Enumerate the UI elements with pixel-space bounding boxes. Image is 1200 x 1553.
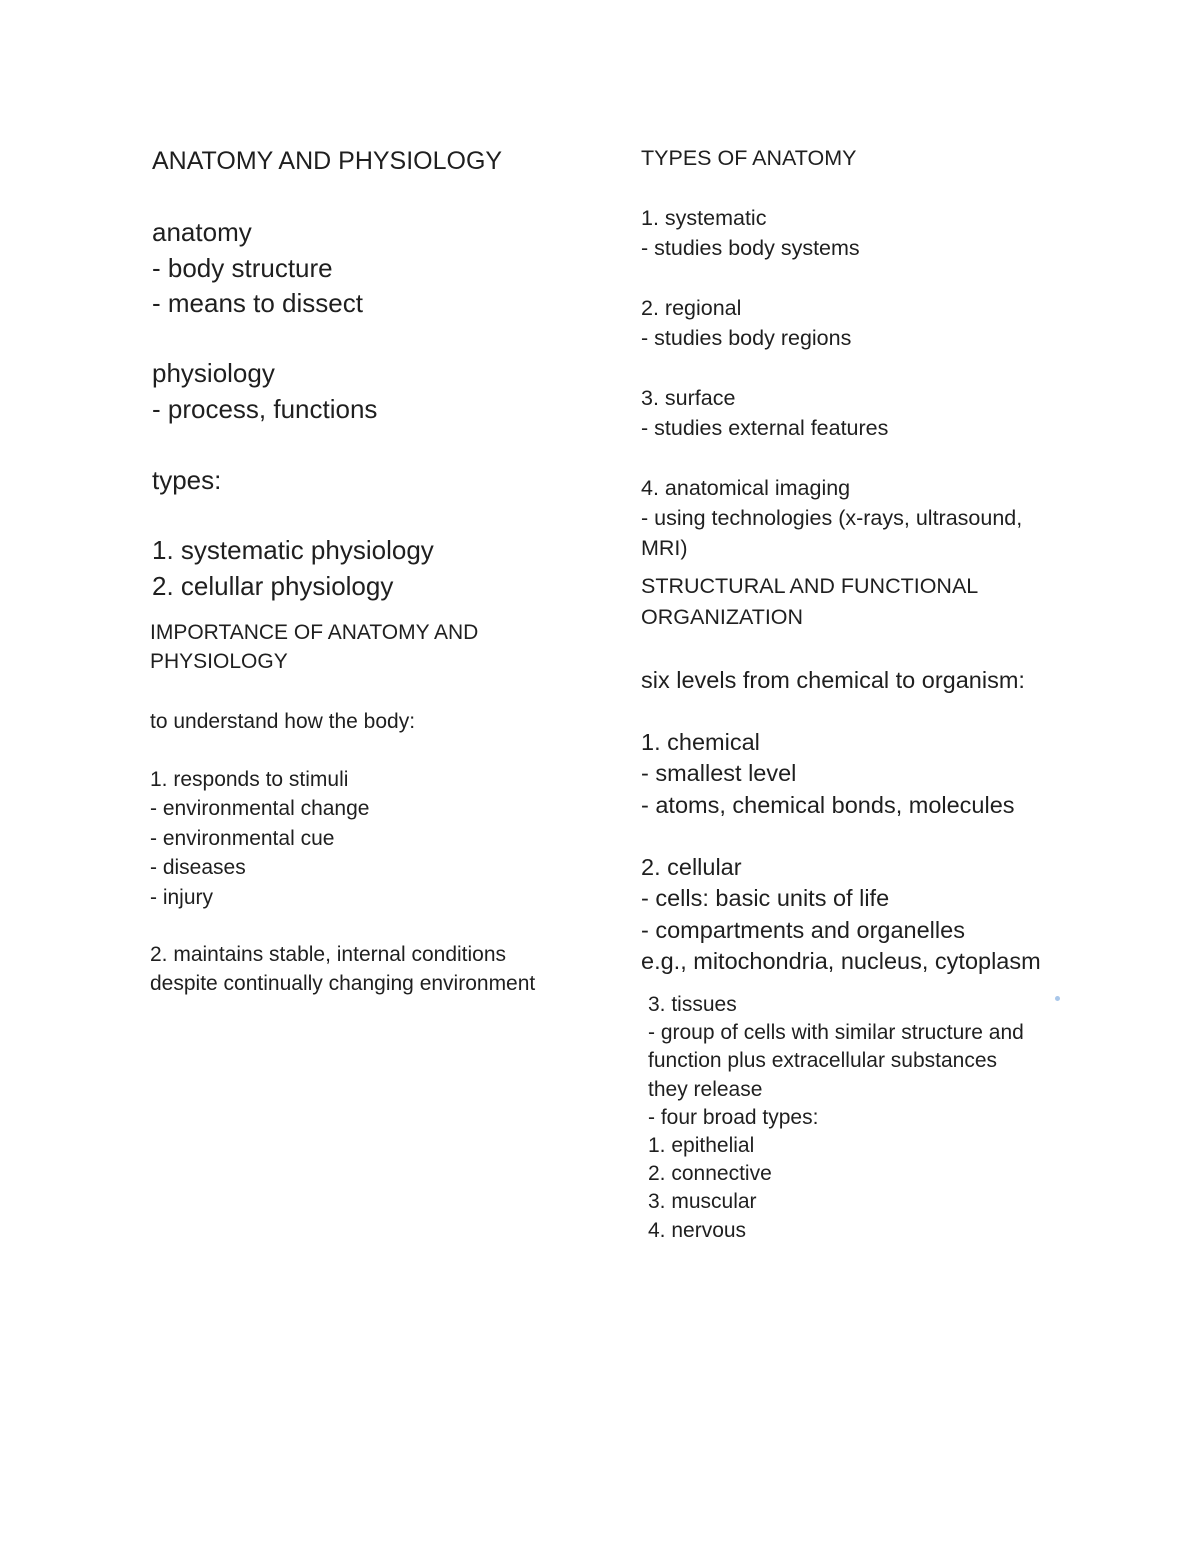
anatomy-section [152,215,363,322]
physiology-heading: physiology [152,358,275,388]
level-line: - compartments and organelles [641,916,965,943]
importance-intro: to understand how the body: [150,710,416,733]
physiology-types-list [152,533,434,604]
importance-line: despite continually changing environment [150,972,536,996]
importance-heading [150,618,478,677]
physiology-section [152,356,377,427]
importance-line: - diseases [150,856,246,880]
structural-heading [641,571,978,633]
level-line: 1. epithelial [648,1134,755,1158]
level-line: 1. chemical [641,729,760,755]
level-line: they release [648,1077,763,1101]
importance-heading-line: IMPORTANCE OF ANATOMY AND [150,621,479,644]
anatomy-type-name: 2. regional [641,296,742,320]
stray-mark [1055,996,1060,1001]
anatomy-heading: anatomy [152,217,252,247]
importance-line: - environmental cue [150,826,335,850]
anatomy-item: - body structure [152,252,333,283]
anatomy-type-desc: - using technologies (x-rays, ultrasound, [641,506,1023,530]
level-line: - four broad types: [648,1105,819,1129]
physiology-type-item: 2. celullar physiology [152,570,394,601]
physiology-item: - process, functions [152,393,378,424]
level-chemical [641,727,1015,821]
level-line: 3. tissues [648,993,737,1016]
level-line: e.g., mitochondria, nucleus, cytoplasm [641,947,1041,974]
anatomy-type-name: 4. anatomical imaging [641,476,851,500]
anatomy-type-desc: MRI) [641,536,688,560]
importance-heading-line: PHYSIOLOGY [150,650,288,674]
anatomy-type-desc: - studies external features [641,416,889,440]
level-line: 2. connective [648,1162,772,1186]
structural-heading-line: ORGANIZATION [641,605,804,629]
anatomy-type-imaging [641,473,1022,563]
level-line: 4. nervous [648,1218,747,1242]
importance-point-2 [150,940,535,999]
importance-line: - environmental change [150,797,370,821]
structural-intro: six levels from chemical to organism: [641,667,1025,693]
level-line: - atoms, chemical bonds, molecules [641,791,1015,818]
importance-line: 2. maintains stable, internal conditions [150,943,507,966]
structural-heading-line: STRUCTURAL AND FUNCTIONAL [641,574,979,598]
anatomy-item: - means to dissect [152,288,363,318]
anatomy-type-regional [641,293,851,353]
anatomy-type-desc: - studies body regions [641,326,852,350]
importance-line: 1. responds to stimuli [150,768,349,791]
level-tissues [648,991,1024,1245]
anatomy-type-name: 1. systematic [641,206,767,230]
level-line: 3. muscular [648,1190,757,1214]
level-line: - group of cells with similar structure and [648,1021,1024,1045]
level-cellular [641,852,1041,977]
types-heading: types: [152,465,222,495]
anatomy-type-systematic [641,203,860,263]
level-line: 2. cellular [641,854,742,880]
anatomy-type-name: 3. surface [641,386,736,410]
level-line: - cells: basic units of life [641,885,890,912]
level-line: function plus extracellular substances [648,1049,998,1073]
physiology-type-item: 1. systematic physiology [152,535,434,565]
importance-point-1 [150,765,369,912]
importance-line: - injury [150,885,214,909]
anatomy-type-surface [641,383,888,443]
level-line: - smallest level [641,760,797,787]
page-title: ANATOMY AND PHYSIOLOGY [152,147,503,175]
anatomy-type-desc: - studies body systems [641,236,860,260]
types-of-anatomy-title: TYPES OF ANATOMY [641,146,857,170]
